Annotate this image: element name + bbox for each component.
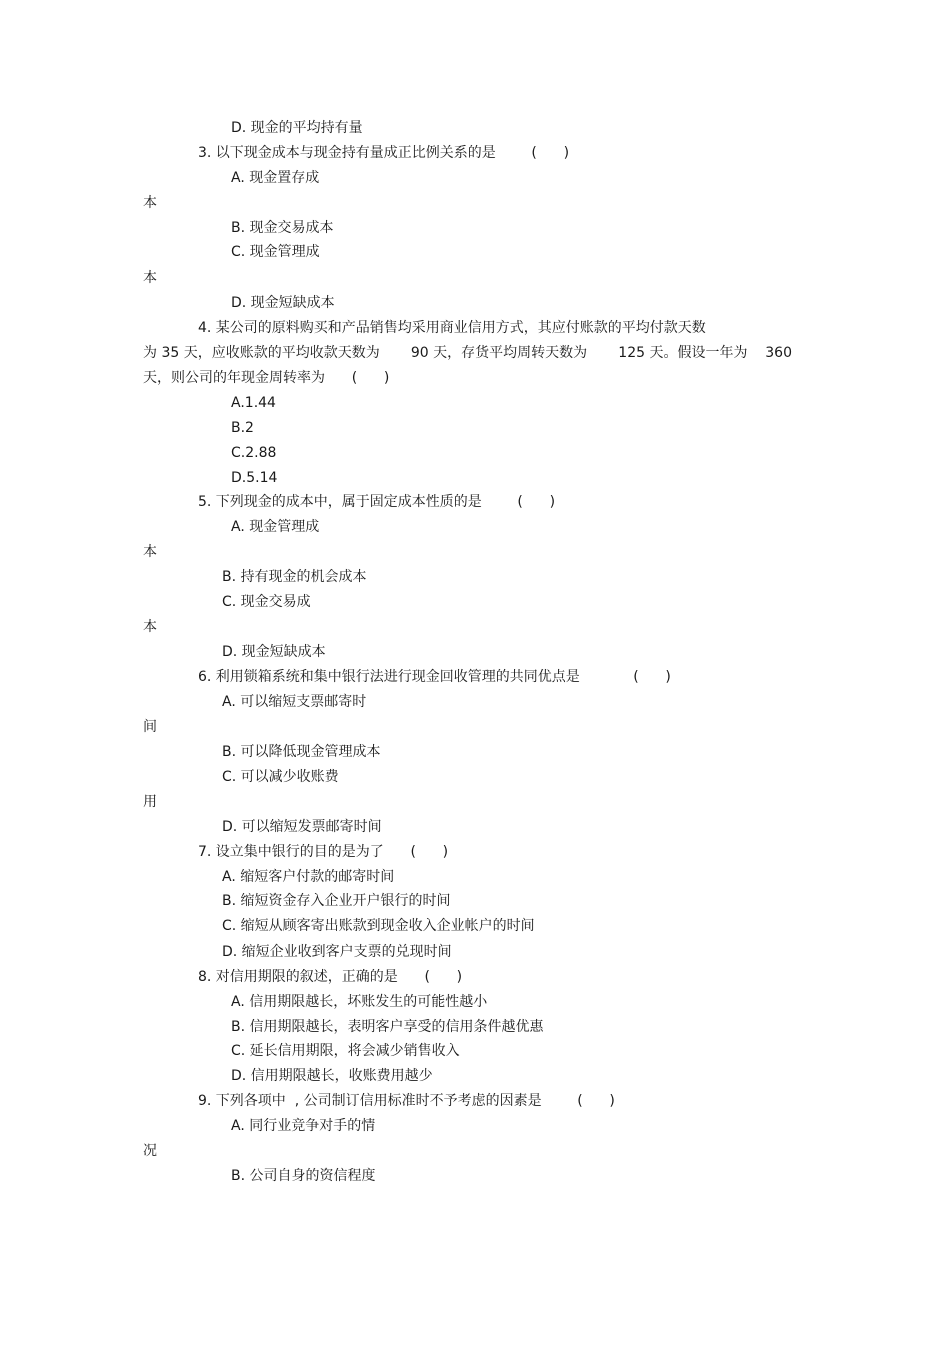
question-4: 4. 某公司的原料购买和产品销售均采用商业信用方式，其应付账款的平均付款天数: [198, 320, 706, 336]
option-a: A. 缩短客户付款的邮寄时间: [222, 869, 395, 885]
option-d: D. 可以缩短发票邮寄时间: [222, 819, 382, 835]
option-c: C. 现金管理成: [231, 244, 320, 260]
option-b: B. 持有现金的机会成本: [222, 569, 367, 585]
option-b: B. 现金交易成本: [231, 220, 334, 236]
option-b: B. 公司自身的资信程度: [231, 1168, 376, 1184]
option-d: D. 现金短缺成本: [231, 295, 335, 311]
option-c: C. 可以减少收账费: [222, 769, 339, 785]
question-8: 8. 对信用期限的叙述，正确的是 ( ): [198, 969, 463, 985]
option-b: B. 信用期限越长，表明客户享受的信用条件越优惠: [231, 1019, 544, 1035]
option-a: A. 现金管理成: [231, 519, 320, 535]
option-d: D. 缩短企业收到客户支票的兑现时间: [222, 944, 452, 960]
option-a: A.1.44: [231, 395, 276, 411]
option-b: B. 缩短资金存入企业开户银行的时间: [222, 893, 451, 909]
option-b: B.2: [231, 420, 254, 436]
option-d: D. 现金的平均持有量: [231, 120, 363, 136]
option-c: C. 延长信用期限，将会减少销售收入: [231, 1043, 460, 1059]
wrapped-text: 本: [143, 195, 157, 211]
question-4-continued: 为 35 天，应收账款的平均收款天数为 90 天，存货平均周转天数为 125 天。假设一年为 360: [143, 345, 792, 361]
wrapped-text: 本: [143, 270, 157, 286]
wrapped-text: 本: [143, 544, 157, 560]
wrapped-text: 本: [143, 619, 157, 635]
option-a: A. 现金置存成: [231, 170, 320, 186]
option-b: B. 可以降低现金管理成本: [222, 744, 381, 760]
option-a: A. 信用期限越长，坏账发生的可能性越小: [231, 994, 488, 1010]
question-3: 3. 以下现金成本与现金持有量成正比例关系的是 ( ): [198, 145, 570, 161]
wrapped-text: 况: [143, 1143, 157, 1159]
question-6: 6. 利用锁箱系统和集中银行法进行现金回收管理的共同优点是 ( ): [198, 669, 671, 685]
option-a: A. 同行业竞争对手的情: [231, 1118, 376, 1134]
question-9: 9. 下列各项中 , 公司制订信用标准时不予考虑的因素是 ( ): [198, 1093, 615, 1109]
option-a: A. 可以缩短支票邮寄时: [222, 694, 367, 710]
option-d: D. 信用期限越长，收账费用越少: [231, 1068, 433, 1084]
option-d: D. 现金短缺成本: [222, 644, 326, 660]
option-c: C. 缩短从顾客寄出账款到现金收入企业帐户的时间: [222, 918, 535, 934]
option-c: C.2.88: [231, 445, 277, 461]
option-c: C. 现金交易成: [222, 594, 311, 610]
wrapped-text: 用: [143, 794, 157, 810]
question-7: 7. 设立集中银行的目的是为了 ( ): [198, 844, 449, 860]
option-d: D.5.14: [231, 470, 278, 486]
question-5: 5. 下列现金的成本中，属于固定成本性质的是 ( ): [198, 494, 556, 510]
wrapped-text: 间: [143, 719, 157, 735]
question-4-continued: 天，则公司的年现金周转率为 ( ): [143, 370, 390, 386]
